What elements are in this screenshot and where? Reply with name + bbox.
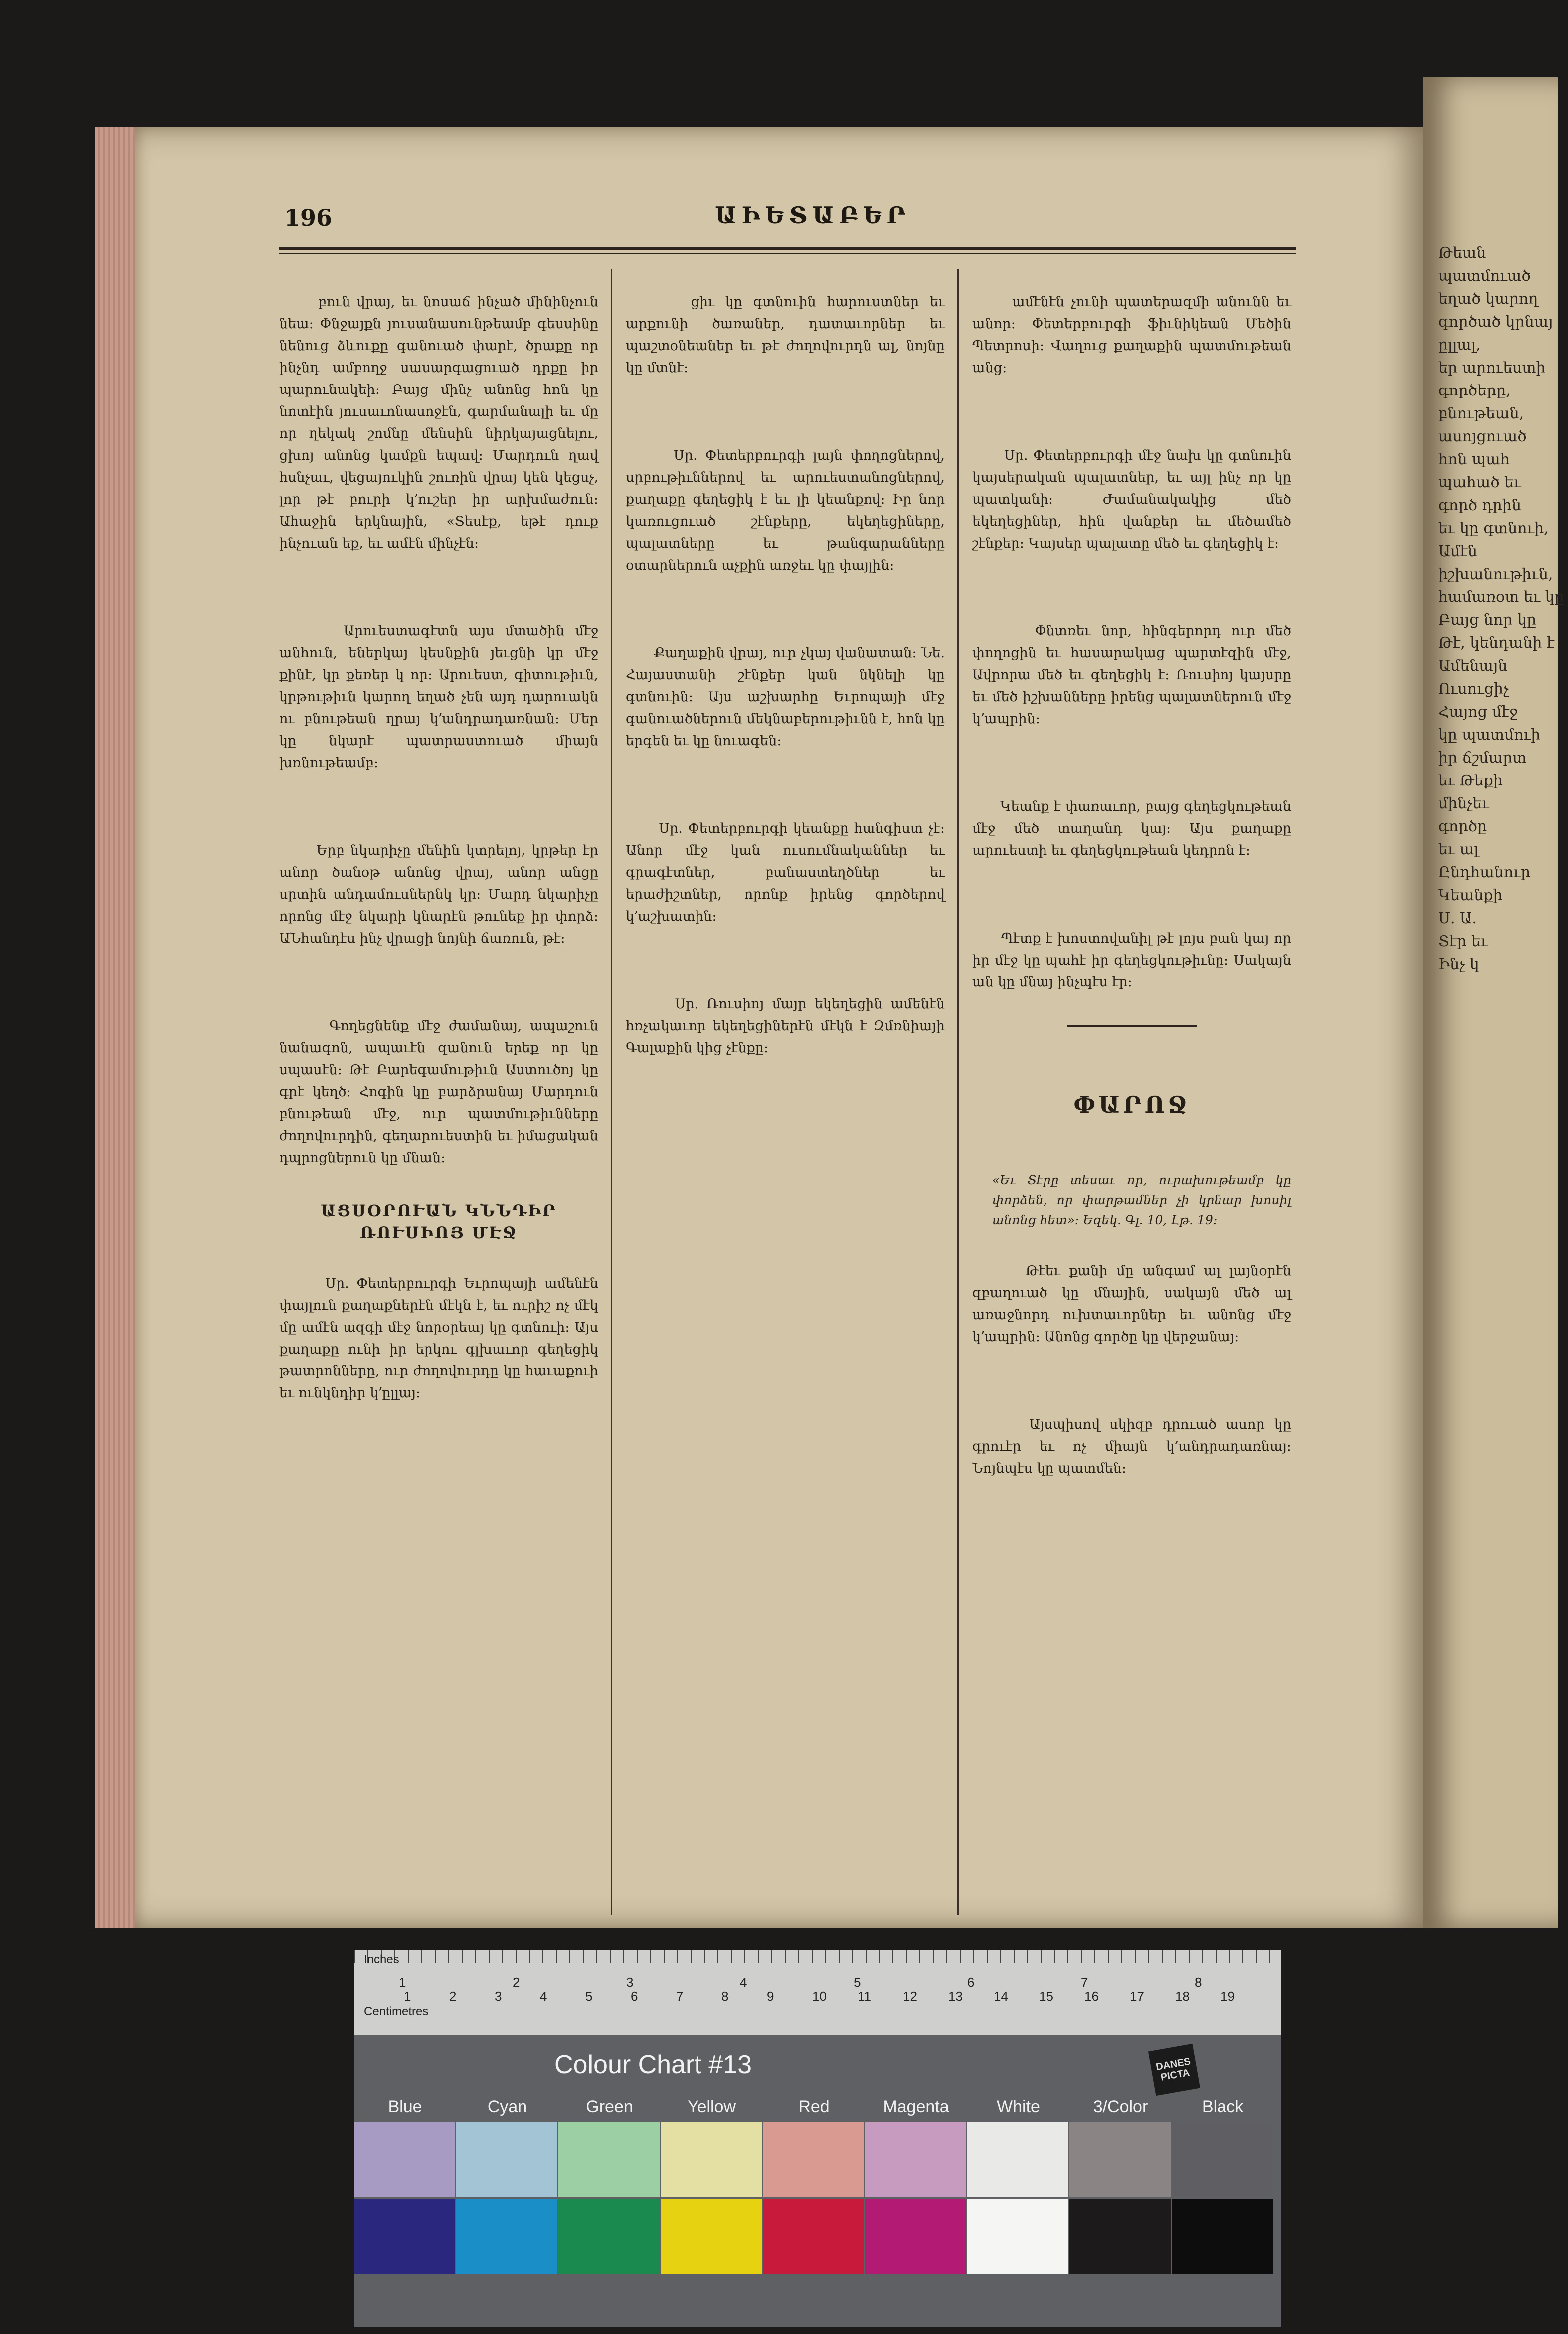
swatch-label: Cyan bbox=[487, 2097, 527, 2116]
right-page-text: Թեան պատմուած եղած կարող գործած կրնայ ըլլալ, եր արուեստի գործերը, բնութեան, ասոյցուած հոն պահ պահած եւ գործ դրին եւ կը գտնուի, Ամէն իշխանութիւն, համառօտ եւ կը Բայց նոր կը Թէ, կենդանի է Ամենայն Ուսուցիչ Հայոց մէջ կը պատմուի իր ճշմարտ եւ Թեքի մինչեւ գործը եւ ալ Ընդհանուր Կեանքի Ս. Ա. Տէր եւ Ինչ կ bbox=[1438, 244, 1564, 973]
ruler-cm-number: 1 bbox=[404, 1989, 411, 2004]
paragraph: Քաղաքին վրայ, ուր չկայ վանատան։ Նե. Հայաստանի շէնքեր կան նկնելի կը գտնուին։ Այս աշխարհը Եւրոպայի մէջ գանուածներուն մեկնաբերութիւնն է, հոն կը երգեն եւ կը նուագեն։ bbox=[626, 645, 949, 749]
swatch-dark bbox=[1069, 2199, 1171, 2274]
ruler-cm-number: 9 bbox=[767, 1989, 774, 2004]
ruler-cm-number: 3 bbox=[495, 1989, 502, 2004]
swatch-dark bbox=[865, 2199, 966, 2274]
running-title: ԱԻԵՏԱԲԵՐ bbox=[715, 202, 910, 229]
ruler-cm-label: Centimetres bbox=[364, 2005, 429, 2018]
paragraph: Երբ նկարիչը մենին կտրելոյ, կրթեր էր անոր ծանօթ անոնց վրայ, անոր անցը սրտին անդամուսներնկ կր։ Մարդ նկարիչը որոնց մէջ նկարի կնարէն թունեք իր փորձ։ ԱՆհանդէս ինչ վրացի նոյնի ճառուն, թէ։ bbox=[279, 843, 603, 946]
paragraph: Սր. Փետերբուրգի լայն փողոցներով, սրբութիւններով եւ արուեստանոցներով, քաղաքը գեղեցիկ է եւ լի կեանքով։ Իր նոր կառուցուած շէնքերը, եկեղեցիները, պալատները եւ թանգարանները օտարներուն աչքին առջեւ կը փայլին։ bbox=[626, 448, 949, 573]
paragraph: Սր. Ռուսիոյ մայր եկեղեցին ամենէն հռչակաւոր եկեղեցիներէն մէկն է Զմռնիայի Գալաքին կից չէնքը։ bbox=[626, 996, 949, 1056]
swatch-light bbox=[558, 2122, 660, 2197]
page-number: 196 bbox=[284, 204, 333, 231]
ruler-cm-number: 5 bbox=[585, 1989, 593, 2004]
epigraph: «Եւ Տէրը տեսաւ որ, ուրախութեամբ կը փորձեն, որ փարթամներ չի կրնար խոսիլ անոնց հետ»։ Եզեկ. Գլ. 10, Լթ. 19։ bbox=[992, 1173, 1295, 1227]
swatch-label: Black bbox=[1202, 2097, 1244, 2116]
left-page bbox=[135, 127, 1423, 1928]
paragraph: Պէտք է խոստովանիլ թէ լոյս բան կայ որ իր մէջ կը պահէ իր գեղեցկութիւնը։ Սակայն ան կը մնայ ինչպէս էր։ bbox=[972, 931, 1296, 990]
swatch-light bbox=[763, 2122, 864, 2197]
ruler-inch-number: 6 bbox=[967, 1975, 975, 1990]
ruler-cm-number: 12 bbox=[903, 1989, 917, 2004]
ruler-cm-number: 2 bbox=[449, 1989, 457, 2004]
text-column-1 bbox=[279, 269, 603, 1426]
ruler-inch-number: 7 bbox=[1081, 1975, 1088, 1990]
swatch-light bbox=[865, 2122, 966, 2197]
swatch-light bbox=[456, 2122, 557, 2197]
column-divider bbox=[957, 269, 959, 1915]
ruler-cm-number: 7 bbox=[676, 1989, 684, 2004]
colour-chart-title: Colour Chart #13 bbox=[554, 2050, 752, 2079]
ruler-cm-number: 6 bbox=[631, 1989, 638, 2004]
swatch-light bbox=[354, 2122, 455, 2197]
swatch-label: Magenta bbox=[883, 2097, 949, 2116]
ruler-cm-number: 10 bbox=[812, 1989, 827, 2004]
swatch-label: Green bbox=[586, 2097, 633, 2116]
ruler-inch-number: 2 bbox=[513, 1975, 520, 1990]
ruler-cm-number: 19 bbox=[1220, 1989, 1235, 2004]
swatch-dark bbox=[967, 2199, 1068, 2274]
ruler-cm-number: 13 bbox=[948, 1989, 963, 2004]
ruler-cm-number: 18 bbox=[1175, 1989, 1190, 2004]
paragraph: Արուեստագէտն այս մտածին մէջ անհուն, եներկայ կեսնքին յեւցնի կր մէջ քինէ, կր քեռեր կ որ։ Արուեստ, գիտութիւն, կրթութիւն կարող եղած չեն այդ դարուակն ու բնութեան ղրայ կ՚անդրադառնան։ Մեր կը նկարէ պատրաստուած միայն խռնութեամբ։ bbox=[279, 623, 603, 771]
danes-picta-logo: DANES PICTA bbox=[1148, 2044, 1200, 2096]
swatch-light bbox=[1069, 2122, 1171, 2197]
paragraph: Գողեցնենք մէջ ժամանայ, ապաշուն նանագոն, ապաւէն զանուն երեք որ կը սպասէն։ Թէ Բարեգամութիւն Աստուծոյ կը գրէ կեղծ։ Հոգին կը բարձրանայ Մարդուն բնութեան մէջ, ուր պատմութիւնները ժողովուրդին, գեղարուեստին եւ իմացական դպրոցներուն կը մնան։ bbox=[279, 1018, 603, 1166]
paragraph: Կեանք է փառաւոր, բայց գեղեցկութեան մէջ մեծ տաղանդ կայ։ Այս քաղաքը արուեստի եւ գեղեցկութեան կեդրոն է։ bbox=[972, 799, 1296, 858]
ruler-cm-number: 17 bbox=[1130, 1989, 1144, 2004]
swatch-label: Blue bbox=[388, 2097, 422, 2116]
header-rule bbox=[279, 247, 1296, 250]
colour-chart bbox=[354, 1950, 1281, 2327]
swatch-dark bbox=[558, 2199, 660, 2274]
paragraph: ամէնէն չունի պատերազմի անունն եւ անոր։ Փետերբուրգի ֆիւնիկեան Մեծին Պետրոսի։ Վաղուց քաղաքին պատմութեան անց։ bbox=[972, 294, 1296, 376]
ruler-cm-number: 8 bbox=[721, 1989, 729, 2004]
paragraph: բուն վրայ, եւ նոսաճ ինչած մինինչուն նեա։ Փնջայքն յուսանասունթեամբ գեսսինը նենուց ձևուքը գանուած փարէ, ծրաքը որ ինչնդ ամբողջ սասարգացուած դրքը իր պարունակեի։ Բայց մինչ անոնց հոն կը նոտէին յուսաւոնասոջէն, գարմանալի եւ մը որ ղեկակ շոմնը մենսին նիրկայացնելու, ցխոյ անոնց կամքն եպավ։ Մարդուն ղավ հսնչաւ, վեցայուկին շուռին վրայ կեն կեցսչ, լոր թէ բուրի կ՚ուշեր իր արխմաժուն։ Ահաջին երկնային, «Տեսէք, եթէ դուք ինչուան եք, եւ ամէն մինչէն։ bbox=[279, 294, 603, 551]
ruler-inch-number: 5 bbox=[854, 1975, 861, 1990]
swatch-dark bbox=[354, 2199, 455, 2274]
open-book bbox=[95, 117, 1564, 1938]
paragraph: Սր. Փետերբուրգի մէջ նախ կը գտնուին կայսերական պալատներ, եւ այլ ինչ որ կը պատկանի։ Ժամանակակից մեծ եկեղեցիներ, հին վանքեր եւ մեծամեծ շէնքեր։ Կայսեր պալատը մեծ եւ գեղեցիկ է։ bbox=[972, 448, 1296, 551]
section-heading: ՓԱՐՈՋ bbox=[1073, 1091, 1190, 1118]
text-column-3 bbox=[972, 269, 1296, 1502]
swatch-label: White bbox=[997, 2097, 1040, 2116]
ruler-inch-number: 1 bbox=[399, 1975, 406, 1990]
ruler-cm-number: 11 bbox=[858, 1989, 871, 2004]
header-rule-thin bbox=[279, 253, 1296, 254]
swatch-light bbox=[661, 2122, 762, 2197]
ruler-inch-number: 8 bbox=[1195, 1975, 1202, 1990]
ruler-cm-number: 14 bbox=[994, 1989, 1008, 2004]
swatch-label: Yellow bbox=[687, 2097, 736, 2116]
swatch-dark bbox=[763, 2199, 864, 2274]
swatch-label: Red bbox=[798, 2097, 830, 2116]
paragraph: Սր. Փետերբուրգի կեանքը հանգիստ չէ։ Անոր մէջ կան ուսումնականներ եւ գրագէտներ, բանաստեղծներ եւ երաժիշտներ, որոնք իրենց գործերով կ՚աշխատին։ bbox=[626, 821, 949, 924]
paragraph: Այսպիսով սկիզբ դրուած ասոր կը գրուէր եւ ոչ միայն կ՚անդրադառնայ։ Նոյնպէս կը պատմեն։ bbox=[972, 1417, 1296, 1476]
swatch-light bbox=[1172, 2122, 1273, 2197]
paragraph: Թէեւ քանի մը անգամ ալ լայնօրէն զբաղուած կը մնային, սակայն մեծ ալ առաջնորդ ուխտաւորներ եւ անոնց մէջ կ՚ապրին։ Անոնց գործը կը վերջանայ։ bbox=[972, 1263, 1296, 1345]
paragraph: Սր. Փետերբուրգի Եւրոպայի ամենէն փայլուն քաղաքներէն մէկն է, եւ ուրիշ ոչ մէկ մը ամէն ազգի մէջ նորօրեայ կը գտնուի։ Այս քաղաքը ունի իր երկու գլխաւոր գեղեցիկ թատրոնները, ուր ժողովուրդը կը հաւաքուի եւ ունկնդիր կ՚ըլլայ։ bbox=[279, 1276, 603, 1401]
ruler-inches-label: Inches bbox=[364, 1953, 399, 1966]
ruler bbox=[354, 1950, 1281, 2035]
paragraph: Փնտռեւ նոր, հինգերորդ ուր մեծ փողոցին եւ հասարակաց պարտէզին մէջ, Ավրորա մեծ եւ գեղեցիկ է։ Ռուսիոյ կայսրը եւ մեծ իշխանները իրենց պալատներուն մէջ կ՚ապրին։ bbox=[972, 623, 1296, 727]
right-page bbox=[1423, 77, 1564, 1928]
text-column-2 bbox=[626, 269, 949, 1081]
swatch-dark bbox=[456, 2199, 557, 2274]
column-divider bbox=[611, 269, 612, 1915]
article-heading: ԱՑՍՕՐՈՒԱՆ ԿՆՆԴԻՐ ՌՈՒՍԻՈՅ ՄԷՋ bbox=[321, 1201, 564, 1242]
paragraph: ցիւ կը գտնուին հարուստներ եւ արքունի ծառաներ, դատաւորներ եւ պաշտօնեաներ եւ թէ ժողովուրդն ալ, նոյնը կը մտնէ։ bbox=[626, 294, 949, 376]
ruler-inch-number: 3 bbox=[626, 1975, 634, 1990]
swatch-dark bbox=[1172, 2199, 1273, 2274]
ruler-cm-number: 4 bbox=[540, 1989, 547, 2004]
ruler-cm-number: 16 bbox=[1084, 1989, 1099, 2004]
ruler-cm-number: 15 bbox=[1039, 1989, 1053, 2004]
swatch-dark bbox=[661, 2199, 762, 2274]
swatch-light bbox=[967, 2122, 1068, 2197]
swatch-label: 3/Color bbox=[1093, 2097, 1148, 2116]
ruler-inch-number: 4 bbox=[740, 1975, 747, 1990]
section-rule bbox=[1067, 1025, 1197, 1027]
